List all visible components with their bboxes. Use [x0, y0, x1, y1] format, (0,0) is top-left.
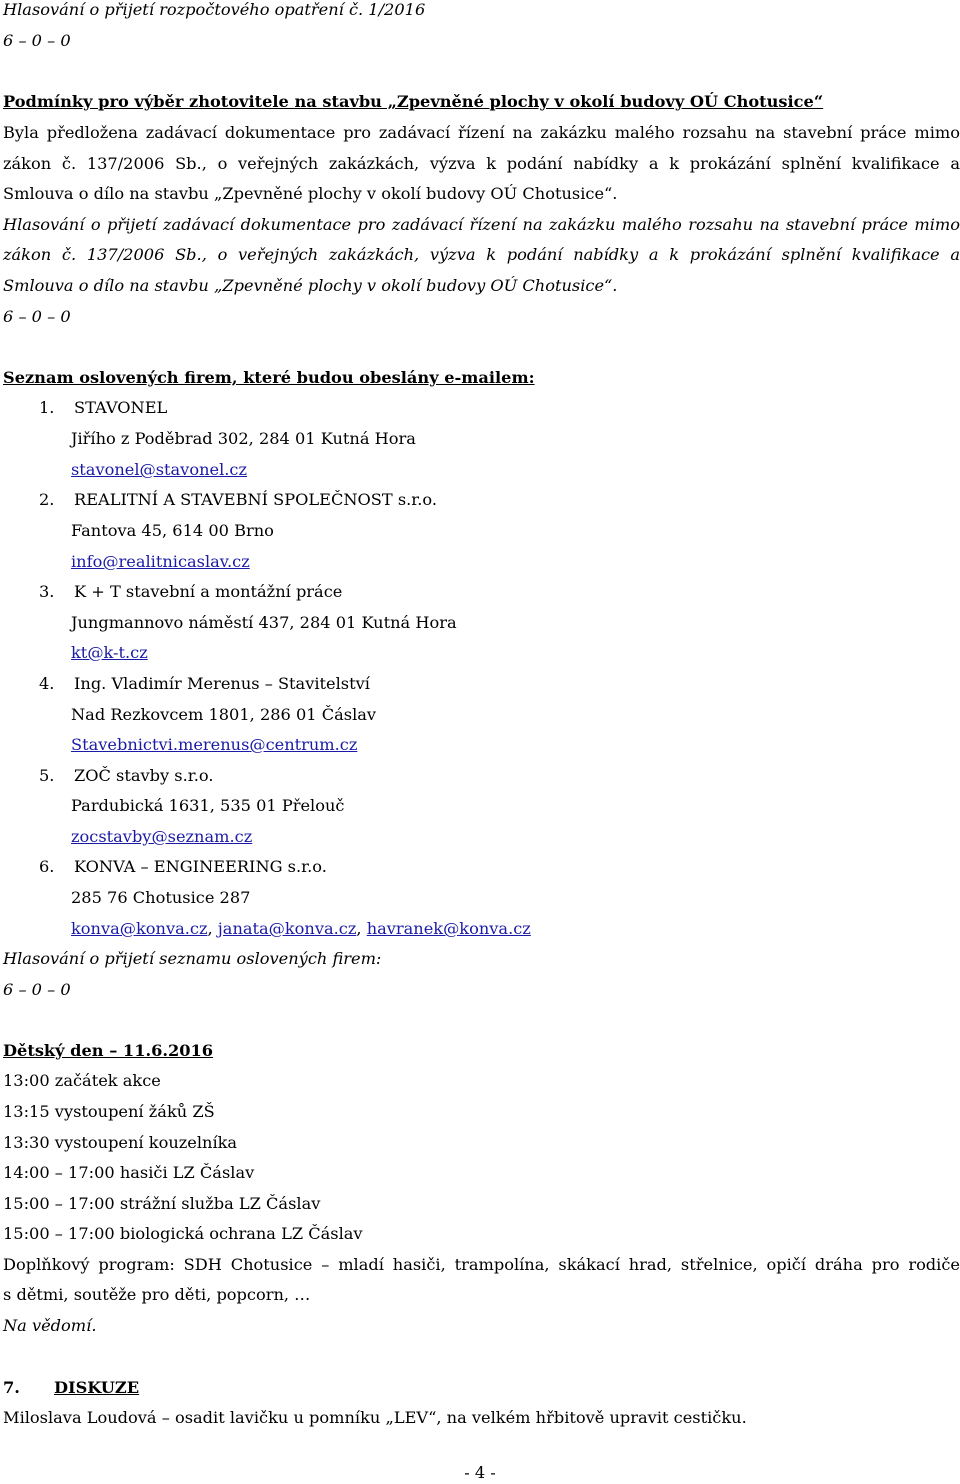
firms-vote-result: 6 – 0 – 0 [3, 980, 71, 999]
firm-email-link-3[interactable]: havranek@konva.cz [366, 919, 531, 938]
discussion-heading: DISKUZE [54, 1378, 140, 1397]
firm-email-link[interactable]: stavonel@stavonel.cz [71, 460, 247, 479]
firm-item-3 [3, 577, 960, 608]
firm-number: 5. [39, 766, 55, 785]
firm-email-link[interactable]: kt@k-t.cz [71, 643, 148, 662]
schedule-item: 14:00 – 17:00 hasiči LZ Čáslav [3, 1163, 255, 1182]
tender-vote-result: 6 – 0 – 0 [3, 307, 71, 326]
firm-email-line [71, 730, 960, 761]
firm-address: Pardubická 1631, 535 01 Přelouč [71, 796, 345, 815]
budget-vote-title: Hlasování o přijetí rozpočtového opatření č. 1/2016 [3, 0, 426, 19]
firm-email-link-2[interactable]: janata@konva.cz [217, 919, 357, 938]
tender-vote-line-1: Hlasování o přijetí zadávací dokumentace pro zadávací řízení na zakázku malého rozsahu na stavební práce mimo [3, 215, 960, 234]
email-separator: , [356, 919, 367, 938]
firm-name: K + T stavební a montážní práce [74, 582, 343, 601]
schedule-item: 15:00 – 17:00 biologická ochrana LZ Čáslav [3, 1224, 363, 1243]
budget-vote-result: 6 – 0 – 0 [3, 31, 71, 50]
firm-number: 1. [39, 398, 55, 417]
firm-email-line [71, 455, 960, 486]
tender-vote-line-2: zákon č. 137/2006 Sb., o veřejných zakázkách, výzva k podání nabídky a k prokázání splnění kvalifikace a [3, 245, 960, 264]
childrens-day-note: Na vědomí. [3, 1316, 97, 1335]
firm-email-line [71, 914, 960, 945]
firm-item-2 [3, 485, 960, 516]
discussion-heading-line [3, 1373, 960, 1404]
tender-vote-line-3: Smlouva o dílo na stavbu „Zpevněné plochy v okolí budovy OÚ Chotusice“. [3, 276, 618, 295]
page-number: - 4 - [464, 1463, 496, 1482]
firm-item-4 [3, 669, 960, 700]
firm-item-6 [3, 852, 960, 883]
childrens-day-heading: Dětský den – 11.6.2016 [3, 1041, 214, 1060]
firm-email-link[interactable]: Stavebnictvi.merenus@centrum.cz [71, 735, 358, 754]
firm-number: 3. [39, 582, 55, 601]
discussion-text: Miloslava Loudová – osadit lavičku u pomníku „LEV“, na velkém hřbitově upravit cestičku. [3, 1408, 747, 1427]
firm-address: Nad Rezkovcem 1801, 286 01 Čáslav [71, 705, 377, 724]
firm-number: 4. [39, 674, 55, 693]
firm-email-line [71, 822, 960, 853]
firm-address: 285 76 Chotusice 287 [71, 888, 251, 907]
firm-number: 2. [39, 490, 55, 509]
extra-program-line-2: s dětmi, soutěže pro děti, popcorn, … [3, 1285, 311, 1304]
firm-name: KONVA – ENGINEERING s.r.o. [74, 857, 327, 876]
discussion-number: 7. [3, 1378, 20, 1397]
firm-address: Jiřího z Poděbrad 302, 284 01 Kutná Hora [71, 429, 416, 448]
schedule-item: 13:30 vystoupení kouzelníka [3, 1133, 238, 1152]
tender-para-line-3: Smlouva o dílo na stavbu „Zpevněné plochy v okolí budovy OÚ Chotusice“. [3, 184, 618, 203]
firm-name: REALITNÍ A STAVEBNÍ SPOLEČNOST s.r.o. [74, 490, 437, 509]
firm-name: STAVONEL [74, 398, 168, 417]
firm-item-5 [3, 761, 960, 792]
tender-para-line-1: Byla předložena zadávací dokumentace pro zadávací řízení na zakázku malého rozsahu na stavební práce mimo [3, 123, 960, 142]
firm-name: ZOČ stavby s.r.o. [74, 766, 214, 785]
firm-email-link[interactable]: konva@konva.cz [71, 919, 208, 938]
tender-heading: Podmínky pro výběr zhotovitele na stavbu „Zpevněné plochy v okolí budovy OÚ Chotusice“ [3, 92, 824, 111]
firms-vote-title: Hlasování o přijetí seznamu oslovených firem: [3, 949, 382, 968]
email-separator: , [207, 919, 218, 938]
firm-email-line [71, 638, 960, 669]
schedule-item: 15:00 – 17:00 strážní služba LZ Čáslav [3, 1194, 321, 1213]
firm-email-line [71, 547, 960, 578]
firm-email-link[interactable]: zocstavby@seznam.cz [71, 827, 253, 846]
firm-address: Fantova 45, 614 00 Brno [71, 521, 274, 540]
schedule-item: 13:15 vystoupení žáků ZŠ [3, 1102, 215, 1121]
firm-item-1 [3, 393, 960, 424]
extra-program-line-1: Doplňkový program: SDH Chotusice – mladí hasiči, trampolína, skákací hrad, střelnice, opičí dráha pro rodiče [3, 1255, 960, 1274]
firm-email-link[interactable]: info@realitnicaslav.cz [71, 552, 250, 571]
schedule-item: 13:00 začátek akce [3, 1071, 161, 1090]
firm-name: Ing. Vladimír Merenus – Stavitelství [74, 674, 370, 693]
firm-number: 6. [39, 857, 55, 876]
firms-heading: Seznam oslovených firem, které budou obeslány e-mailem: [3, 368, 535, 387]
firm-address: Jungmannovo náměstí 437, 284 01 Kutná Hora [71, 613, 457, 632]
tender-para-line-2: zákon č. 137/2006 Sb., o veřejných zakázkách, výzva k podání nabídky a k prokázání splnění kvalifikace a [3, 154, 960, 173]
